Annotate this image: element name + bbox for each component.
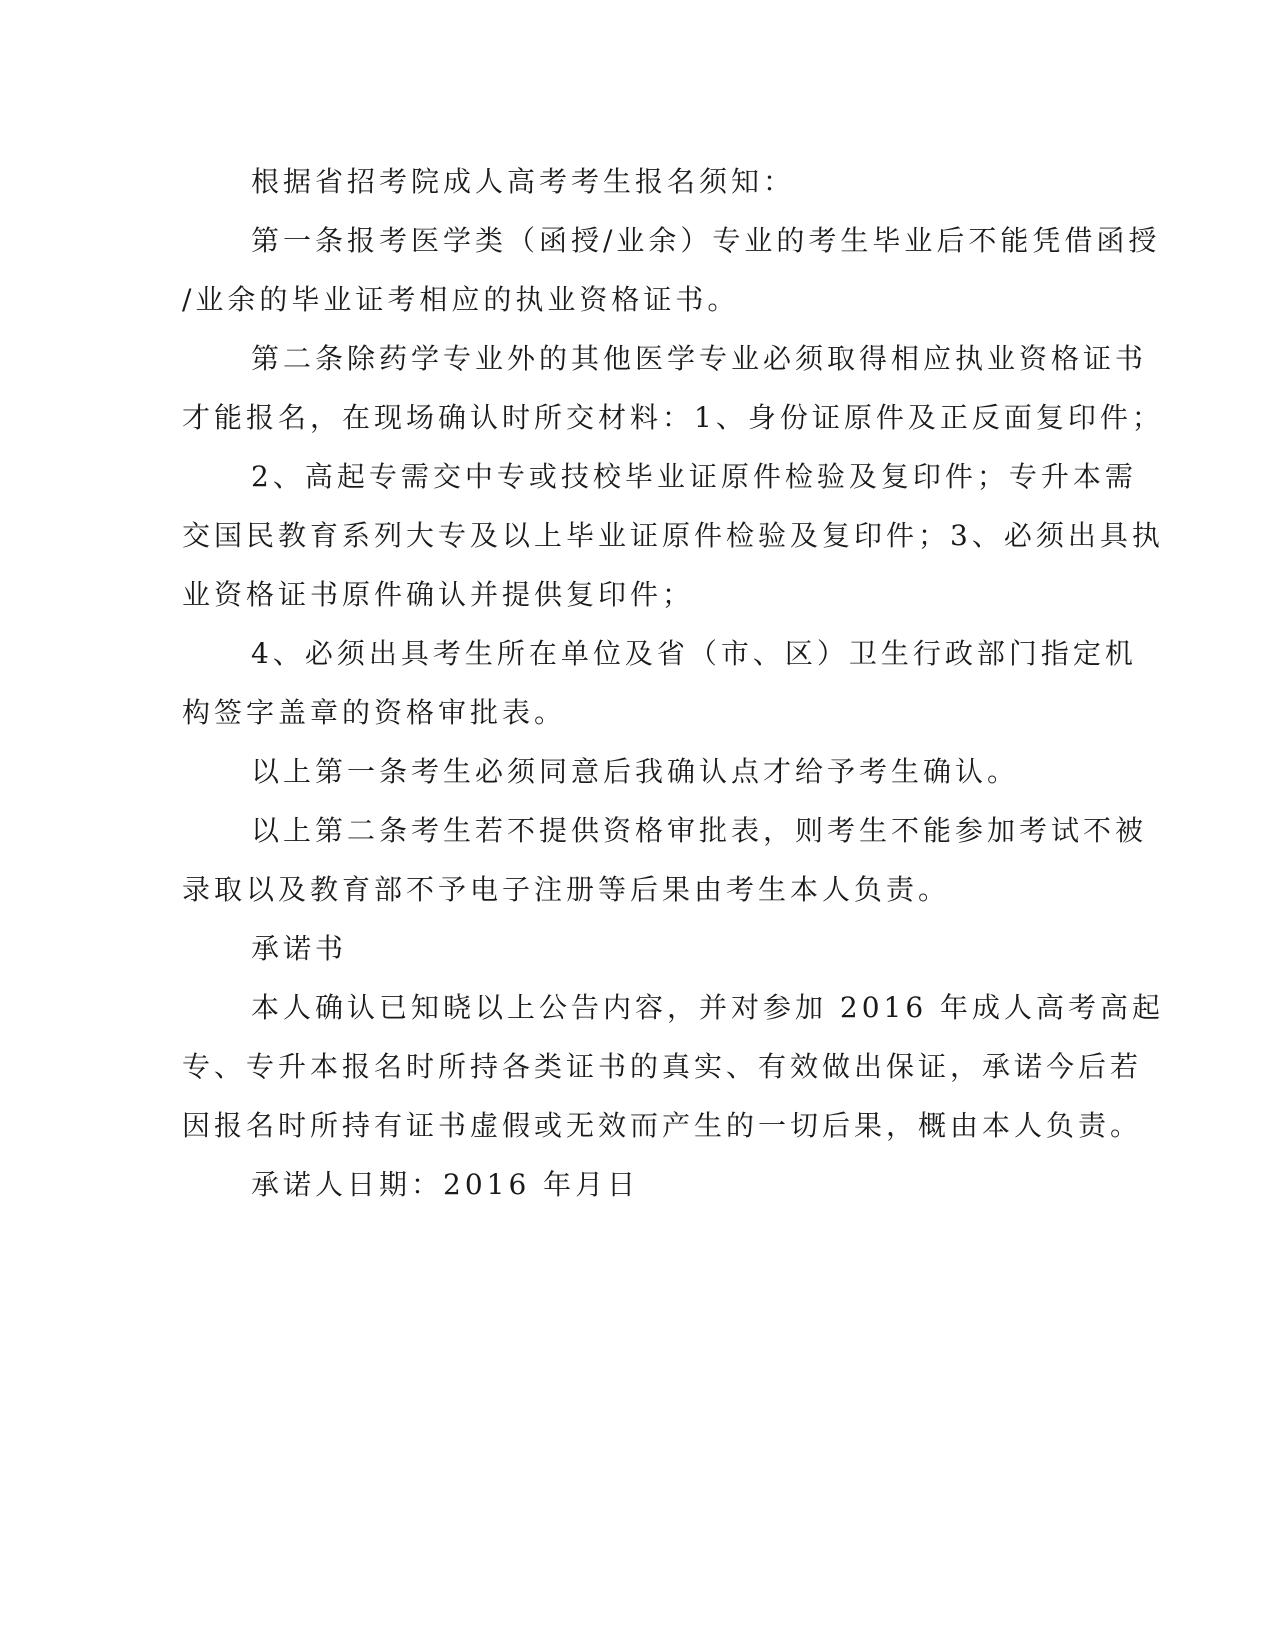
article-one-line-2: /业余的毕业证考相应的执业资格证书。 [182, 283, 740, 316]
article-one-line-1: 第一条报考医学类（函授/业余）专业的考生毕业后不能凭借函授 [251, 224, 1161, 257]
pledge-heading: 承诺书 [251, 932, 348, 965]
article-two-consequence-line-1: 以上第二条考生若不提供资格审批表，则考生不能参加考试不被 [251, 814, 1148, 847]
materials-item-3-line: 业资格证书原件确认并提供复印件； [182, 578, 695, 611]
article-two-consequence-line-2: 录取以及教育部不予电子注册等后果由考生本人负责。 [182, 873, 951, 906]
pledge-text-line-3: 因报名时所持有证书虚假或无效而产生的一切后果，概由本人负责。 [182, 1109, 1143, 1142]
article-one-consent: 以上第一条考生必须同意后我确认点才给予考生确认。 [251, 755, 1020, 788]
materials-item-2-line-2: 交国民教育系列大专及以上毕业证原件检验及复印件；3、必须出具执 [182, 519, 1164, 552]
article-two-line-2: 才能报名，在现场确认时所交材料：1、身份证原件及正反面复印件； [182, 401, 1164, 434]
pledger-date-line: 承诺人日期：2016 年月日 [251, 1168, 640, 1201]
notice-intro: 根据省招考院成人高考考生报名须知： [251, 165, 796, 198]
article-two-line-1: 第二条除药学专业外的其他医学专业必须取得相应执业资格证书 [251, 342, 1148, 375]
pledge-text-line-2: 专、专升本报名时所持各类证书的真实、有效做出保证，承诺今后若 [182, 1050, 1143, 1083]
pledge-text-line-1: 本人确认已知晓以上公告内容，并对参加 2016 年成人高考高起 [251, 991, 1165, 1024]
materials-item-4-line-1: 4、必须出具考生所在单位及省（市、区）卫生行政部门指定机 [251, 637, 1137, 670]
materials-item-2-line-1: 2、高起专需交中专或技校毕业证原件检验及复印件；专升本需 [251, 460, 1137, 493]
materials-item-4-line-2: 构签字盖章的资格审批表。 [182, 696, 567, 729]
